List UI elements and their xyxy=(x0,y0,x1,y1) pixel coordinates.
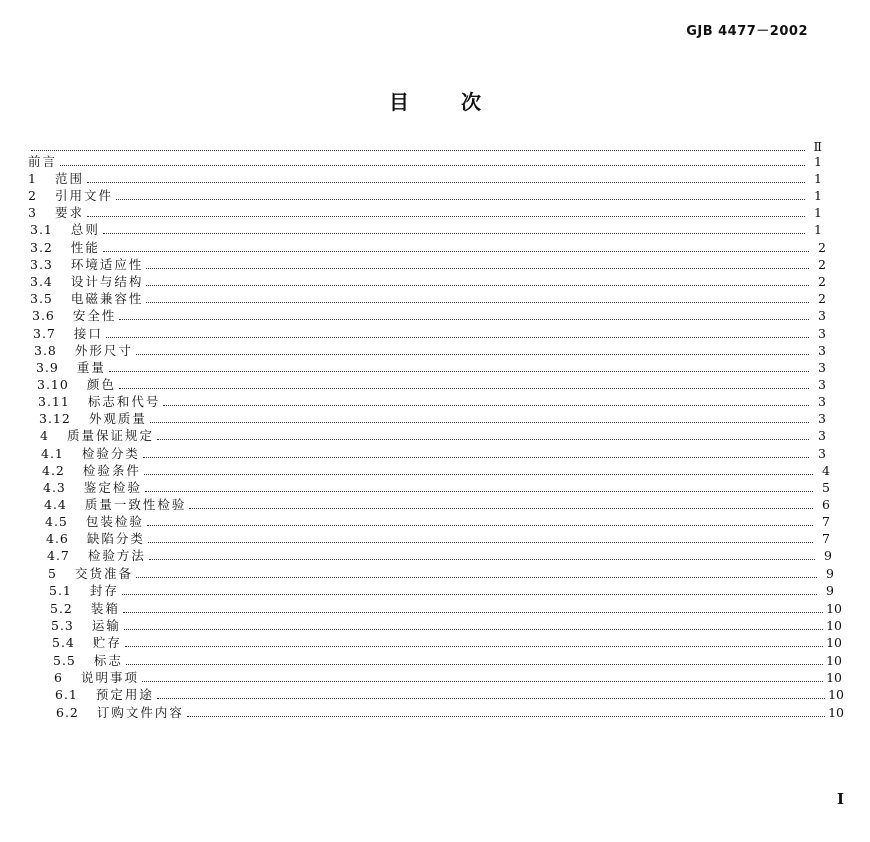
toc-row xyxy=(36,357,826,375)
toc-page-number: 1 xyxy=(814,205,822,220)
toc-page-number: 3 xyxy=(818,411,826,426)
toc-dot-leader xyxy=(136,577,817,578)
toc-page-number: 2 xyxy=(818,291,826,306)
toc-page-number: 1 xyxy=(814,154,822,169)
toc-page-number: 3 xyxy=(818,308,826,323)
toc-section-number: 3.11 xyxy=(38,394,70,409)
toc-section-title: 重量 xyxy=(76,360,106,375)
toc-section-number: 4.1 xyxy=(41,446,64,461)
toc-dot-leader xyxy=(146,302,809,303)
toc-section-number: 3.1 xyxy=(30,222,53,237)
toc-row xyxy=(41,443,826,461)
toc-section-title: 前言 xyxy=(28,154,58,169)
toc-row xyxy=(52,632,842,650)
toc-row xyxy=(45,511,830,529)
toc-row xyxy=(44,494,830,512)
toc-section-title: 封存 xyxy=(89,583,119,598)
toc-section-title: 鉴定检验 xyxy=(83,480,142,495)
toc-page-number: 7 xyxy=(822,514,830,529)
toc-section-title: 接口 xyxy=(73,326,103,341)
toc-page-number: 4 xyxy=(822,463,830,478)
toc-page-number: 9 xyxy=(824,548,832,563)
toc-dot-leader xyxy=(106,337,809,338)
toc-page-number: 10 xyxy=(826,653,842,668)
toc-section-number: 5.2 xyxy=(50,601,73,616)
toc-section-number: 3.12 xyxy=(39,411,71,426)
toc-row xyxy=(55,684,844,702)
toc-section-title: 安全性 xyxy=(72,308,117,323)
toc-section-title: 性能 xyxy=(70,240,100,255)
toc-row xyxy=(37,374,826,392)
toc-row xyxy=(38,391,826,409)
toc-page-number: 2 xyxy=(818,274,826,289)
toc-page-number: 10 xyxy=(826,670,842,685)
toc-page-number: 1 xyxy=(814,171,822,186)
title-char-1: 目 xyxy=(389,90,409,114)
toc-section-title: 要求 xyxy=(54,205,84,220)
toc-dot-leader xyxy=(103,233,805,234)
toc-section-number: 2 xyxy=(28,188,37,203)
toc-section-title: 范围 xyxy=(54,171,84,186)
document-code: GJB 4477－2002 xyxy=(686,24,808,39)
toc-row xyxy=(49,580,834,598)
toc-dot-leader xyxy=(109,371,809,372)
toc-row xyxy=(47,545,832,563)
toc-section-title: 外观质量 xyxy=(88,411,147,426)
toc-dot-leader xyxy=(147,525,813,526)
toc-row xyxy=(28,168,822,186)
toc-dot-leader xyxy=(142,681,823,682)
toc-page-number: 3 xyxy=(818,394,826,409)
toc-section-number: 3.5 xyxy=(30,291,53,306)
toc-dot-leader xyxy=(60,165,805,166)
toc-row xyxy=(48,563,834,581)
toc-section-number: 3.9 xyxy=(36,360,59,375)
toc-section-title: 包装检验 xyxy=(85,514,144,529)
title-char-2: 次 xyxy=(461,90,481,114)
toc-section-number: 5.4 xyxy=(52,635,75,650)
toc-section-title: 外形尺寸 xyxy=(74,343,133,358)
toc-dot-leader xyxy=(87,216,805,217)
toc-dot-leader xyxy=(145,491,813,492)
toc-section-number: 3.8 xyxy=(34,343,57,358)
toc-section-title: 检验条件 xyxy=(82,463,141,478)
toc-row xyxy=(56,702,844,720)
toc-dot-leader xyxy=(87,182,805,183)
toc-dot-leader xyxy=(123,612,823,613)
toc-dot-leader xyxy=(150,422,809,423)
toc-section-number: 3.2 xyxy=(30,240,53,255)
toc-dot-leader xyxy=(146,285,809,286)
toc-row xyxy=(30,254,826,272)
toc-row xyxy=(30,237,826,255)
toc-row xyxy=(30,271,826,289)
toc-page-number: 9 xyxy=(826,566,834,581)
toc-section-title: 设计与结构 xyxy=(70,274,144,289)
toc-row xyxy=(51,615,842,633)
toc-dot-leader xyxy=(187,716,825,717)
toc-section-number: 3.3 xyxy=(30,257,53,272)
toc-section-title: 检验分类 xyxy=(81,446,140,461)
toc-page-number: 1 xyxy=(814,222,822,237)
toc-section-number: 5 xyxy=(48,566,57,581)
toc-dot-leader xyxy=(126,664,823,665)
toc-section-title: 颜色 xyxy=(86,377,116,392)
toc-page-number: 2 xyxy=(818,240,826,255)
toc-page-number: 2 xyxy=(818,257,826,272)
toc-page-number: 3 xyxy=(818,428,826,443)
toc-dot-leader xyxy=(148,542,813,543)
toc-row xyxy=(30,219,822,237)
toc-section-title: 总则 xyxy=(70,222,100,237)
toc-section-number: 4.4 xyxy=(44,497,67,512)
toc-page-number: 3 xyxy=(818,377,826,392)
toc-row xyxy=(33,323,826,341)
toc-row xyxy=(28,151,822,169)
toc-page-number: 7 xyxy=(822,531,830,546)
toc-section-number: 6 xyxy=(54,670,63,685)
toc-row xyxy=(40,425,826,443)
toc-row xyxy=(32,305,826,323)
toc-dot-leader xyxy=(149,559,815,560)
toc-row xyxy=(54,667,842,685)
toc-page-number: 10 xyxy=(826,635,842,650)
toc-page-number: 3 xyxy=(818,343,826,358)
toc-section-number: 4 xyxy=(40,428,49,443)
toc-section-number: 4.7 xyxy=(47,548,70,563)
toc-dot-leader xyxy=(124,629,823,630)
toc-row xyxy=(28,202,822,220)
toc-section-number: 6.1 xyxy=(55,687,78,702)
toc-dot-leader xyxy=(136,354,809,355)
toc-section-title: 交货准备 xyxy=(74,566,133,581)
toc-section-number: 4.6 xyxy=(46,531,69,546)
toc-section-title: 电磁兼容性 xyxy=(70,291,144,306)
toc-dot-leader xyxy=(146,268,809,269)
toc-dot-leader xyxy=(143,457,809,458)
toc-page-number: 6 xyxy=(822,497,830,512)
toc-dot-leader xyxy=(103,251,809,252)
toc-section-title: 质量保证规定 xyxy=(66,428,154,443)
toc-section-title: 质量一致性检验 xyxy=(84,497,187,512)
toc-dot-leader xyxy=(122,594,817,595)
toc-row xyxy=(43,477,830,495)
toc-page-number: 3 xyxy=(818,446,826,461)
toc-dot-leader xyxy=(116,199,805,200)
toc-section-title: 引用文件 xyxy=(54,188,113,203)
toc-section-number: 4.5 xyxy=(45,514,68,529)
toc-section-number: 3.7 xyxy=(33,326,56,341)
toc-section-title: 环境适应性 xyxy=(70,257,144,272)
toc-section-title: 缺陷分类 xyxy=(86,531,145,546)
toc-page-number: 3 xyxy=(818,326,826,341)
toc-dot-leader xyxy=(119,388,809,389)
toc-section-number: 4.2 xyxy=(42,463,65,478)
page-number: I xyxy=(836,790,844,808)
toc-dot-leader xyxy=(119,319,809,320)
toc-page-number: 9 xyxy=(826,583,834,598)
toc-dot-leader xyxy=(157,439,809,440)
toc-section-number: 4.3 xyxy=(43,480,66,495)
toc-dot-leader xyxy=(144,474,813,475)
toc-section-title: 检验方法 xyxy=(87,548,146,563)
toc-page-number: 1 xyxy=(814,188,822,203)
toc-row xyxy=(28,185,822,203)
toc-section-number: 5.1 xyxy=(49,583,72,598)
toc-section-title: 说明事项 xyxy=(80,670,139,685)
toc-section-title: 订购文件内容 xyxy=(96,705,184,720)
toc-section-title: 装箱 xyxy=(90,601,120,616)
toc-section-title: 贮存 xyxy=(92,635,122,650)
toc-section-number: 3.10 xyxy=(37,377,69,392)
toc-section-number: 3.4 xyxy=(30,274,53,289)
toc-dot-leader xyxy=(157,698,825,699)
toc-page-number: 5 xyxy=(822,480,830,495)
toc-section-number: 5.3 xyxy=(51,618,74,633)
toc-page-number: 10 xyxy=(826,601,842,616)
toc-section-number: 3 xyxy=(28,205,37,220)
toc-row xyxy=(46,528,830,546)
toc-dot-leader xyxy=(163,405,809,406)
toc-row xyxy=(50,598,842,616)
toc-dot-leader xyxy=(125,646,823,647)
toc-section-title: 预定用途 xyxy=(95,687,154,702)
toc-row xyxy=(39,408,826,426)
toc-page-number: 10 xyxy=(828,687,844,702)
toc-section-number: 3.6 xyxy=(32,308,55,323)
toc-dot-leader xyxy=(189,508,813,509)
toc-page-number: 10 xyxy=(828,705,844,720)
toc-page-number: 3 xyxy=(818,360,826,375)
toc-section-title: 标志和代号 xyxy=(87,394,161,409)
toc-page-number: 10 xyxy=(826,618,842,633)
toc-row xyxy=(42,460,830,478)
toc-row xyxy=(30,288,826,306)
toc-section-title: 运输 xyxy=(91,618,121,633)
toc-row xyxy=(34,340,826,358)
toc-section-title: 标志 xyxy=(93,653,123,668)
toc-section-number: 5.5 xyxy=(53,653,76,668)
toc-section-number: 6.2 xyxy=(56,705,79,720)
toc-section-number: 1 xyxy=(28,171,37,186)
toc-row xyxy=(53,650,842,668)
toc-page-number: Ⅱ xyxy=(813,139,822,154)
